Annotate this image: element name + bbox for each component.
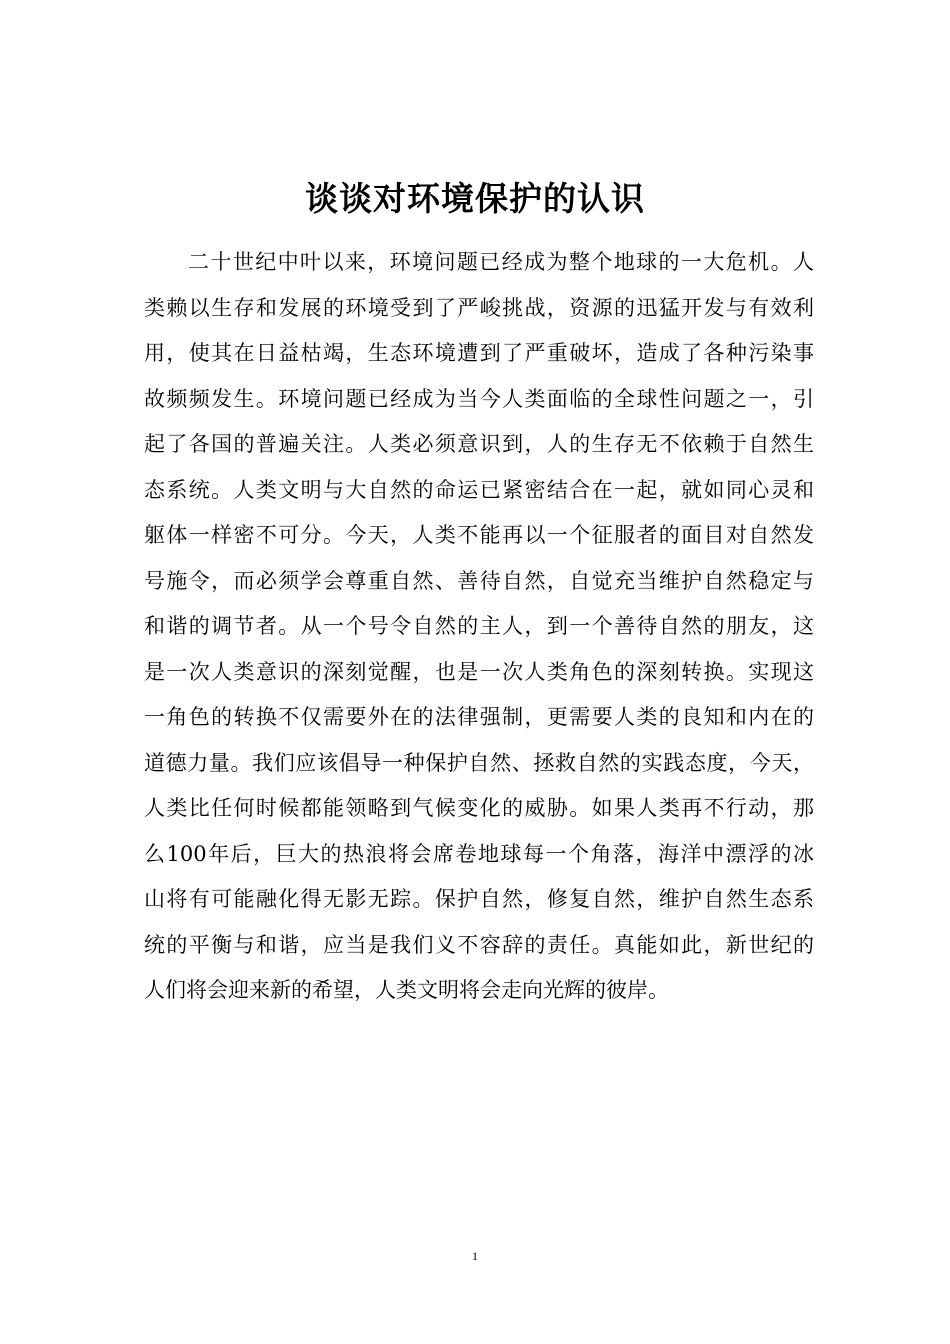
paragraph-line: 用，使其在日益枯竭，生态环境遭到了严重破坏，造成了各种污染事 (144, 341, 814, 365)
paragraph-line: 是一次人类意识的深刻觉醒，也是一次人类角色的深刻转换。实现这 (144, 659, 814, 684)
paragraph-line: 和谐的调节者。从一个号令自然的主人，到一个善待自然的朋友，这 (144, 614, 814, 638)
paragraph-line: 一角色的转换不仅需要外在的法律强制，更需要人类的良知和内在的 (144, 705, 814, 729)
paragraph-line: 二十世纪中叶以来，环境问题已经成为整个地球的一大危机。人 (188, 250, 814, 274)
page-number: 1 (472, 1249, 478, 1263)
paragraph-line: 统的平衡与和谐，应当是我们义不容辞的责任。真能如此，新世纪的 (144, 932, 814, 957)
paragraph-line: 人类比任何时候都能领略到气候变化的威胁。如果人类再不行动，那 (144, 796, 814, 820)
paragraph-line: 么100年后，巨大的热浪将会席卷地球每一个角落，海洋中漂浮的冰 (144, 841, 814, 866)
paragraph-line: 态系统。人类文明与大自然的命运已紧密结合在一起，就如同心灵和 (144, 477, 814, 502)
paragraph-line: 山将有可能融化得无影无踪。保护自然，修复自然，维护自然生态系 (144, 887, 814, 911)
paragraph-line: 类赖以生存和发展的环境受到了严峻挑战，资源的迅猛开发与有效利 (144, 295, 814, 320)
paragraph-line: 故频频发生。环境问题已经成为当今人类面临的全球性问题之一，引 (144, 386, 814, 411)
body-paragraph (144, 240, 814, 1014)
paragraph-line: 起了各国的普遍关注。人类必须意识到，人的生存无不依赖于自然生 (144, 432, 814, 456)
paragraph-line: 号施令，而必须学会尊重自然、善待自然，自觉充当维护自然稳定与 (144, 568, 814, 593)
paragraph-line: 躯体一样密不可分。今天，人类不能再以一个征服者的面目对自然发 (144, 523, 814, 547)
paragraph-line: 道德力量。我们应该倡导一种保护自然、拯救自然的实践态度，今天， (144, 750, 814, 775)
paragraph-line: 人们将会迎来新的希望，人类文明将会走向光辉的彼岸。 (144, 978, 669, 1002)
document-title: 谈谈对环境保护的认识 (305, 179, 645, 218)
